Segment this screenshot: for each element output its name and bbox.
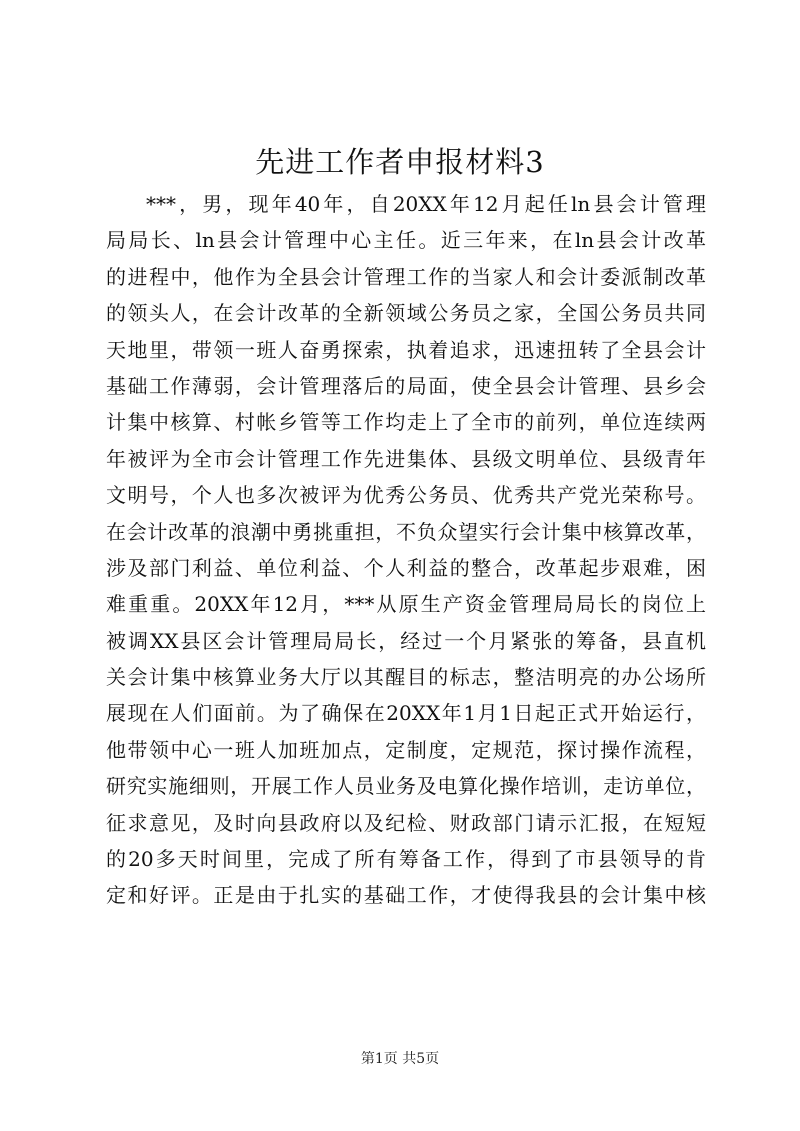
- body-line: 被调XX县区会计管理局局长，经过一个月紧张的筹备，县直机: [106, 628, 706, 653]
- page-number: 第1页 共5页: [360, 1051, 440, 1067]
- body-line: 关会计集中核算业务大厅以其醒目的标志，整洁明亮的办公场所: [106, 665, 706, 690]
- body-line: 涉及部门利益、单位利益、个人利益的整合，改革起步艰难，困: [106, 555, 706, 580]
- document-body: [106, 186, 706, 914]
- body-line: 基础工作薄弱，会计管理落后的局面，使全县会计管理、县乡会: [106, 373, 706, 398]
- body-line: ***，男，现年40年，自20XX年12月起任ln县会计管理: [146, 192, 706, 216]
- body-line: 年被评为全市会计管理工作先进集体、县级文明单位、县级青年: [106, 446, 706, 471]
- body-line: 局局长、ln县会计管理中心主任。近三年来，在ln县会计改革: [106, 228, 706, 253]
- body-line: 的20多天时间里，完成了所有筹备工作，得到了市县领导的肯: [106, 847, 706, 872]
- body-line: 天地里，带领一班人奋勇探索，执着追求，迅速扭转了全县会计: [106, 337, 706, 362]
- body-line: 计集中核算、村帐乡管等工作均走上了全市的前列，单位连续两: [106, 410, 706, 435]
- body-line: 难重重。20XX年12月，***从原生产资金管理局局长的岗位上: [106, 592, 706, 617]
- body-line: 征求意见，及时向县政府以及纪检、财政部门请示汇报，在短短: [106, 810, 706, 835]
- body-line: 展现在人们面前。为了确保在20XX年1月1日起正式开始运行，: [106, 701, 706, 726]
- document-title: 先进工作者申报材料3: [255, 145, 545, 179]
- body-line: 文明号，个人也多次被评为优秀公务员、优秀共产党光荣称号。: [106, 483, 706, 508]
- body-line: 研究实施细则，开展工作人员业务及电算化操作培训，走访单位，: [106, 774, 706, 799]
- body-line: 的领头人，在会计改革的全新领域公务员之家，全国公务员共同: [106, 301, 706, 326]
- body-line: 在会计改革的浪潮中勇挑重担，不负众望实行会计集中核算改革，: [106, 519, 706, 544]
- body-line: 他带领中心一班人加班加点，定制度，定规范，探讨操作流程，: [106, 737, 706, 762]
- body-line: 的进程中，他作为全县会计管理工作的当家人和会计委派制改革: [106, 264, 706, 289]
- body-line: 定和好评。正是由于扎实的基础工作，才使得我县的会计集中核: [106, 883, 706, 908]
